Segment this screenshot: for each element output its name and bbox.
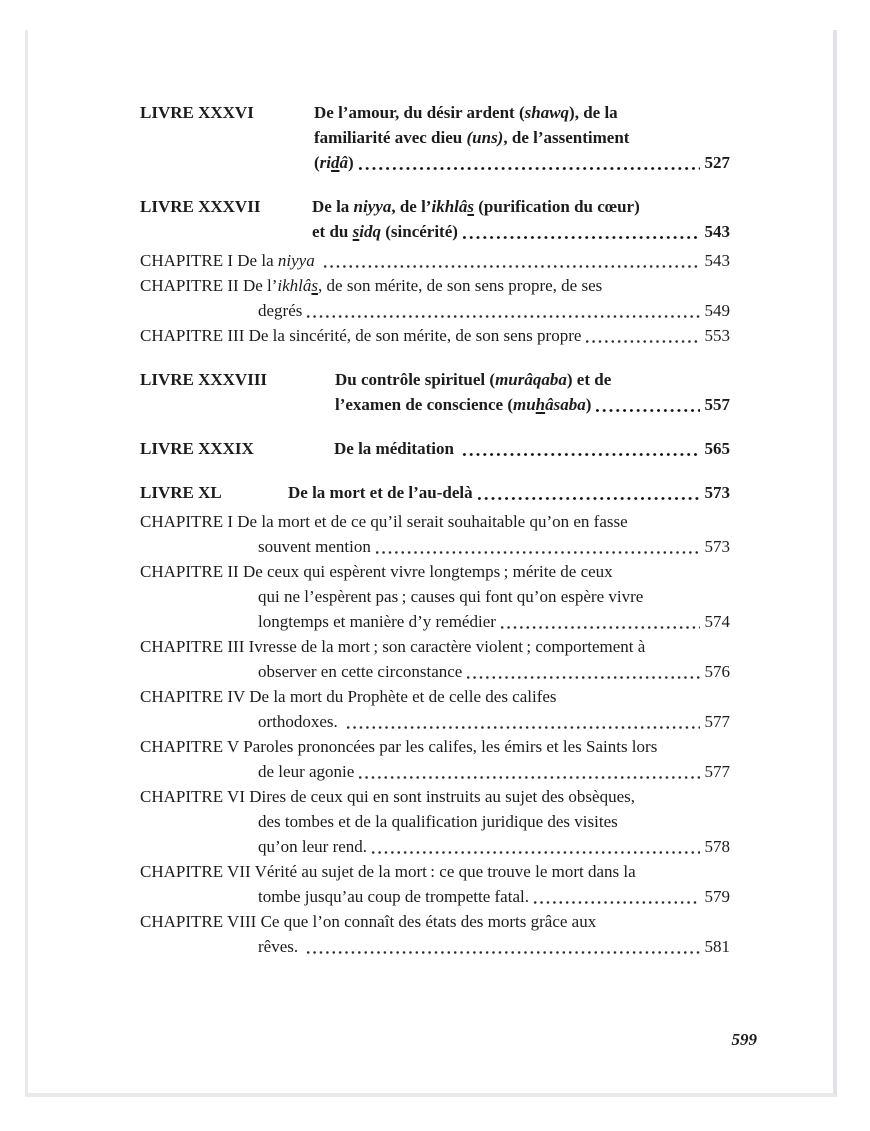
- toc-text-segment: d: [331, 153, 340, 172]
- toc-text: [258, 809, 618, 834]
- toc-line: [288, 480, 730, 505]
- toc-text-segment: CHAPITRE VII Vérité au sujet de la mort : ce que trouve le mort dans la: [140, 862, 636, 881]
- toc-text-segment: ): [348, 153, 354, 172]
- toc-line: [140, 584, 730, 609]
- toc-text-segment: CHAPITRE VIII Ce que l’on connaît des états des morts grâce aux: [140, 912, 597, 931]
- toc-text-segment: CHAPITRE III Ivresse de la mort ; son caractère violent ; comportement à: [140, 637, 646, 656]
- toc-line: [140, 609, 730, 634]
- toc-entry-livre: [140, 436, 730, 461]
- dot-leader-icon: [374, 534, 700, 559]
- toc-text-segment: qui ne l’espèrent pas ; causes qui font qu’on espère vivre: [258, 587, 644, 606]
- toc-text: [140, 273, 602, 298]
- dot-leader-icon: [476, 480, 700, 505]
- toc-text-segment: longtemps et manière d’y remédier: [258, 612, 496, 631]
- toc-line: [140, 759, 730, 784]
- toc-text: [312, 194, 640, 219]
- toc-text: [314, 150, 354, 175]
- toc-text: [258, 534, 371, 559]
- toc-text-segment: s: [467, 197, 474, 216]
- toc-text: [314, 100, 618, 125]
- toc-line: [334, 436, 730, 461]
- toc-text-segment: orthodoxes.: [258, 712, 343, 731]
- toc-text-segment: ikhlâ: [431, 197, 468, 216]
- dot-leader-icon: [305, 934, 699, 959]
- page-number: 578: [704, 837, 730, 856]
- toc-text-segment: des tombes et de la qualification juridique des visites: [258, 812, 618, 831]
- toc-text: [288, 480, 473, 505]
- toc-line: [140, 734, 730, 759]
- toc-text-segment: s: [352, 222, 360, 241]
- toc-line: [140, 684, 730, 709]
- toc-text: [140, 559, 613, 584]
- toc-text: [258, 934, 302, 959]
- page-number: 527: [704, 153, 730, 172]
- page-number: 574: [704, 612, 730, 631]
- toc-entry-chapitre: [140, 734, 730, 784]
- page-number: 573: [704, 537, 730, 556]
- page-sheet: [25, 30, 837, 1097]
- toc-text-segment: rêves.: [258, 937, 303, 956]
- toc-entry-livre: [140, 100, 730, 175]
- toc-text: [335, 367, 611, 392]
- toc-text-segment: CHAPITRE II De l’: [140, 276, 278, 295]
- livre-label: LIVRE XXXVII: [140, 197, 261, 216]
- toc-text-segment: , de son mérite, de son sens propre, de ses: [318, 276, 603, 295]
- toc-text: [334, 436, 458, 461]
- toc-text-segment: niyya: [353, 197, 392, 216]
- toc-text-segment: CHAPITRE II De ceux qui espèrent vivre longtemps ; mérite de ceux: [140, 562, 613, 581]
- toc-text-segment: tombe jusqu’au coup de trompette fatal.: [258, 887, 529, 906]
- toc-entry-chapitre: [140, 684, 730, 734]
- toc-text-segment: niyya: [277, 251, 315, 270]
- livre-label: LIVRE XXXVI: [140, 103, 254, 122]
- toc-text-segment: CHAPITRE IV De la mort du Prophète et de celle des califes: [140, 687, 557, 706]
- toc-text-segment: de leur agonie: [258, 762, 355, 781]
- toc-text: [312, 219, 458, 244]
- toc-line: [314, 125, 730, 150]
- dot-leader-icon: [584, 323, 699, 348]
- toc-text-segment: et du: [312, 222, 353, 241]
- toc-text: [258, 709, 342, 734]
- toc-text-segment: â: [339, 153, 349, 172]
- livre-description: [314, 100, 730, 175]
- page-number: 573: [704, 483, 730, 502]
- livre-label: LIVRE XL: [140, 483, 222, 502]
- dot-leader-icon: [322, 248, 700, 273]
- toc-entry-chapitre: [140, 634, 730, 684]
- toc-entry-chapitre: [140, 509, 730, 559]
- dot-leader-icon: [461, 436, 699, 461]
- toc-line: [140, 859, 730, 884]
- toc-text-segment: souvent mention: [258, 537, 371, 556]
- toc-text-segment: CHAPITRE V Paroles prononcées par les califes, les émirs et les Saints lors: [140, 737, 658, 756]
- toc-text-segment: l’examen de conscience (: [335, 395, 513, 414]
- toc-line: [140, 834, 730, 859]
- toc-text-segment: degrés: [258, 301, 303, 320]
- toc-entry-chapitre: [140, 248, 730, 273]
- toc-entry-livre: [140, 194, 730, 244]
- page-number: 581: [704, 937, 730, 956]
- toc-text-segment: CHAPITRE I De la mort et de ce qu’il serait souhaitable qu’on en fasse: [140, 512, 628, 531]
- toc-text: [258, 609, 496, 634]
- toc-text: [140, 784, 635, 809]
- toc-text: [140, 634, 645, 659]
- toc-entry-chapitre: [140, 859, 730, 909]
- toc-line: [140, 634, 730, 659]
- toc-text-segment: (: [314, 153, 320, 172]
- page-number: 549: [704, 301, 730, 320]
- toc-text-segment: De l’amour, du désir ardent (: [314, 103, 525, 122]
- toc-line: [140, 809, 730, 834]
- toc-text: [140, 509, 628, 534]
- toc-line: [140, 509, 730, 534]
- toc-text-segment: âsaba: [545, 395, 586, 414]
- toc-entry-livre: [140, 480, 730, 505]
- toc-text: [140, 909, 596, 934]
- toc-text-segment: , de l’assentiment: [503, 128, 630, 147]
- toc-text-segment: De la méditation: [334, 439, 459, 458]
- toc-text: [258, 834, 367, 859]
- toc-line: [140, 709, 730, 734]
- toc-entry-chapitre: [140, 323, 730, 348]
- toc-line: [140, 884, 730, 909]
- table-of-contents: [140, 30, 730, 959]
- dot-leader-icon: [532, 884, 700, 909]
- toc-text-segment: qu’on leur rend.: [258, 837, 368, 856]
- dot-leader-icon: [357, 150, 700, 175]
- toc-line: [140, 784, 730, 809]
- toc-text-segment: h: [535, 395, 546, 414]
- dot-leader-icon: [594, 392, 699, 417]
- toc-text-segment: CHAPITRE VI Dires de ceux qui en sont instruits au sujet des obsèques,: [140, 787, 635, 806]
- page-number: 553: [704, 326, 730, 345]
- toc-text: [258, 659, 462, 684]
- toc-line: [312, 219, 730, 244]
- toc-text-segment: s: [311, 276, 319, 295]
- toc-line: [314, 150, 730, 175]
- dot-leader-icon: [345, 709, 699, 734]
- toc-line: [335, 392, 730, 417]
- toc-text-segment: ) et de: [566, 370, 612, 389]
- page-number: 557: [704, 395, 730, 414]
- toc-line: [140, 559, 730, 584]
- page-number: 576: [704, 662, 730, 681]
- dot-leader-icon: [305, 298, 699, 323]
- toc-text-segment: (uns): [466, 128, 504, 147]
- toc-entry-chapitre: [140, 273, 730, 323]
- toc-text-segment: familiarité avec dieu: [314, 128, 467, 147]
- page-number: 579: [704, 887, 730, 906]
- toc-text-segment: [315, 251, 319, 270]
- toc-line: [140, 323, 730, 348]
- toc-line: [140, 659, 730, 684]
- toc-text: [314, 125, 629, 150]
- livre-description: [334, 436, 730, 461]
- page-number: 543: [704, 251, 730, 270]
- toc-text: [140, 734, 657, 759]
- toc-line: [140, 534, 730, 559]
- toc-line: [335, 367, 730, 392]
- toc-text-segment: ri: [319, 153, 332, 172]
- toc-text-segment: De la mort et de l’au-delà: [288, 483, 473, 502]
- toc-line: [140, 909, 730, 934]
- toc-text: [258, 298, 302, 323]
- livre-label: LIVRE XXXIX: [140, 439, 254, 458]
- dot-leader-icon: [370, 834, 699, 859]
- toc-entry-chapitre: [140, 784, 730, 859]
- toc-text: [140, 684, 557, 709]
- toc-text: [335, 392, 591, 417]
- toc-line: [140, 934, 730, 959]
- toc-text-segment: De la: [312, 197, 354, 216]
- toc-text-segment: (sincérité): [380, 222, 458, 241]
- toc-text-segment: observer en cette circonstance: [258, 662, 463, 681]
- toc-line: [312, 194, 730, 219]
- toc-text-segment: mu: [512, 395, 536, 414]
- toc-text: [258, 584, 643, 609]
- toc-text-segment: , de l’: [391, 197, 432, 216]
- toc-entry-chapitre: [140, 559, 730, 634]
- toc-line: [140, 248, 730, 273]
- page-number: 543: [704, 222, 730, 241]
- toc-text: [140, 323, 581, 348]
- dot-leader-icon: [499, 609, 700, 634]
- page-number: 565: [704, 439, 730, 458]
- toc-text: [258, 759, 354, 784]
- toc-text-segment: ): [585, 395, 592, 414]
- toc-text-segment: murâqaba: [495, 370, 567, 389]
- page-number: 577: [704, 762, 730, 781]
- page-number: 577: [704, 712, 730, 731]
- toc-text: [140, 248, 319, 273]
- toc-text-segment: shawq: [524, 103, 570, 122]
- toc-text-segment: ), de la: [569, 103, 618, 122]
- toc-entry-chapitre: [140, 909, 730, 959]
- folio-page-number: 599: [731, 1030, 757, 1049]
- livre-description: [288, 480, 730, 505]
- dot-leader-icon: [465, 659, 699, 684]
- livre-label: LIVRE XXXVIII: [140, 370, 268, 389]
- toc-line: [140, 273, 730, 298]
- toc-text: [140, 859, 636, 884]
- toc-text-segment: CHAPITRE III De la sincérité, de son mérite, de son sens propre: [140, 326, 582, 345]
- dot-leader-icon: [461, 219, 700, 244]
- toc-text-segment: idq: [359, 222, 381, 241]
- livre-description: [335, 367, 730, 417]
- toc-text: [258, 884, 529, 909]
- toc-text-segment: CHAPITRE I De la: [140, 251, 278, 270]
- livre-description: [312, 194, 730, 244]
- toc-entry-livre: [140, 367, 730, 417]
- toc-text-segment: Du contrôle spirituel (: [335, 370, 496, 389]
- toc-line: [140, 298, 730, 323]
- dot-leader-icon: [357, 759, 699, 784]
- toc-line: [314, 100, 730, 125]
- toc-text-segment: ikhlâ: [277, 276, 312, 295]
- toc-text-segment: (purification du cœur): [474, 197, 640, 216]
